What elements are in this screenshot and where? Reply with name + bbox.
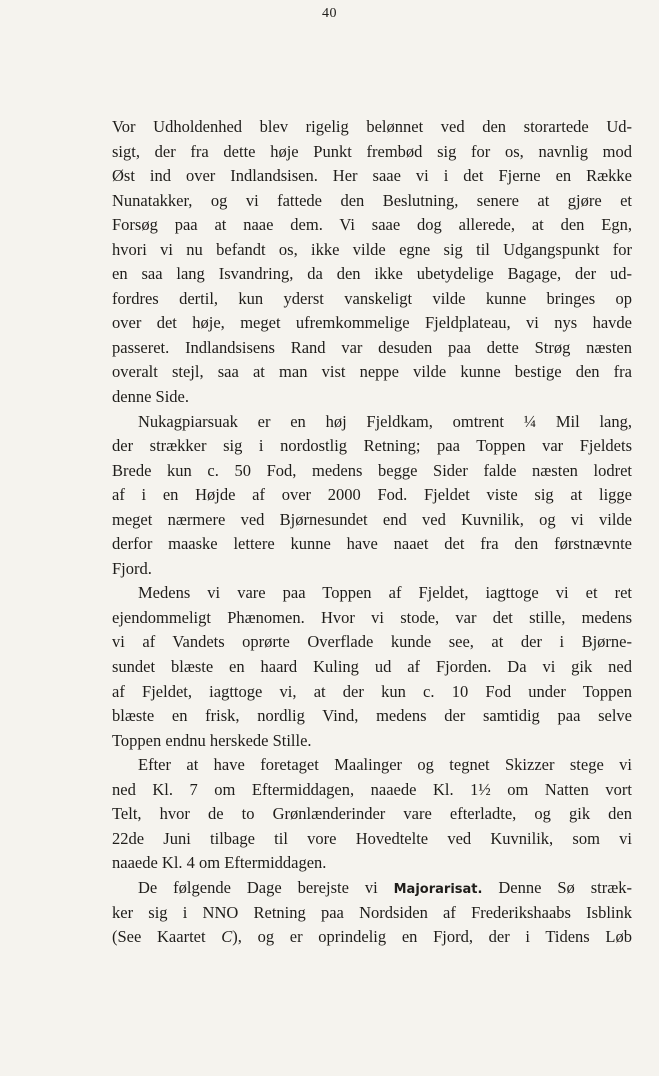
text-line: Brede kun c. 50 Fod, medens begge Sider falde næsten lodret bbox=[112, 460, 632, 480]
text-line: ker sig i NNO Retning paa Nordsiden af Frederikshaabs Isblink bbox=[112, 902, 632, 922]
text-line: sundet blæste en haard Kuling ud af Fjorden. Da vi gik ned bbox=[112, 657, 632, 677]
text-line: over det høje, meget ufremkommelige Fjeldplateau, vi nys havde bbox=[112, 313, 632, 333]
text-line: meget nærmere ved Bjørnesundet end ved Kuvnilik, og vi vilde bbox=[112, 509, 632, 529]
text-line: af i en Højde af over 2000 Fod. Fjeldet viste sig at ligge bbox=[112, 485, 632, 505]
text-line: Vor Udholdenhed blev rigelig belønnet ved den storartede Ud- bbox=[112, 117, 632, 136]
text-line: 22de Juni tilbage til vore Hovedtelte ved Kuvnilik, som vi bbox=[112, 828, 632, 848]
text-line: derfor maaske lettere kunne have naaet det fra den førstnævnte bbox=[112, 534, 632, 554]
text-line: Efter at have foretaget Maalinger og tegnet Skizzer stege vi bbox=[138, 755, 632, 775]
text-line: fordres dertil, kun yderst vanskeligt vilde kunne bringes op bbox=[112, 288, 632, 308]
text-line: Medens vi vare paa Toppen af Fjeldet, iagttoge vi et ret bbox=[138, 583, 632, 603]
text-line: Nunatakker, og vi fattede den Beslutning, senere at gjøre et bbox=[112, 190, 632, 210]
text-line: af Fjeldet, iagttoge vi, at der kun c. 10 Fod under Toppen bbox=[112, 681, 632, 701]
text-line: hvori vi nu befandt os, ikke vilde egne sig til Udgangspunkt for bbox=[112, 239, 632, 259]
text-line: der strækker sig i nordostlig Retning; paa Toppen var Fjeldets bbox=[112, 436, 632, 456]
text-line: denne Side. bbox=[112, 387, 189, 407]
text-line: overalt stejl, saa at man vist neppe vilde kunne bestige den fra bbox=[112, 362, 632, 382]
text-line: Nukagpiarsuak er en høj Fjeldkam, omtrent ¼ Mil lang, bbox=[138, 411, 632, 431]
text-line: ejendommeligt Phænomen. Hvor vi stode, var det stille, medens bbox=[112, 607, 632, 627]
text-line: vi af Vandets oprørte Overflade kunde see, at der i Bjørne- bbox=[112, 632, 632, 652]
text-line: Telt, hvor de to Grønlænderinder vare efterladte, og gik den bbox=[112, 804, 632, 824]
text-span: De følgende Dage berejste vi bbox=[138, 877, 394, 897]
text-line: Fjord. bbox=[112, 558, 152, 578]
body-text bbox=[112, 115, 632, 950]
text-line: ned Kl. 7 om Eftermiddagen, naaede Kl. 1½ om Natten vort bbox=[112, 779, 632, 799]
text-span: (See Kaartet bbox=[112, 927, 222, 947]
text-line: en saa lang Isvandring, da den ikke ubetydelige Bagage, der ud- bbox=[112, 264, 632, 284]
text-line bbox=[112, 876, 632, 901]
text-line: sigt, der fra dette høje Punkt frembød sig for os, navnlig mod bbox=[112, 141, 632, 161]
text-span: Denne Sø stræk- bbox=[482, 877, 632, 897]
text-line: Forsøg paa at naae dem. Vi saae dog allerede, at den Egn, bbox=[112, 215, 632, 235]
text-line: Toppen endnu herskede Stille. bbox=[112, 730, 312, 750]
text-line bbox=[112, 925, 632, 950]
lines-container bbox=[112, 115, 632, 876]
text-line: passeret. Indlandsisens Rand var desuden paa dette Strøg næsten bbox=[112, 337, 632, 357]
map-reference: C bbox=[221, 927, 233, 947]
text-span: ), og er oprindelig en Fjord, der i Tidens Løb bbox=[232, 927, 632, 947]
page-number: 40 bbox=[322, 6, 337, 21]
text-line: naaede Kl. 4 om Eftermiddagen. bbox=[112, 853, 327, 873]
place-name: Majorarisat. bbox=[393, 881, 483, 897]
text-line: Øst ind over Indlandsisen. Her saae vi i det Fjerne en Række bbox=[112, 166, 632, 186]
text-line: blæste en frisk, nordlig Vind, medens der samtidig paa selve bbox=[112, 706, 632, 726]
